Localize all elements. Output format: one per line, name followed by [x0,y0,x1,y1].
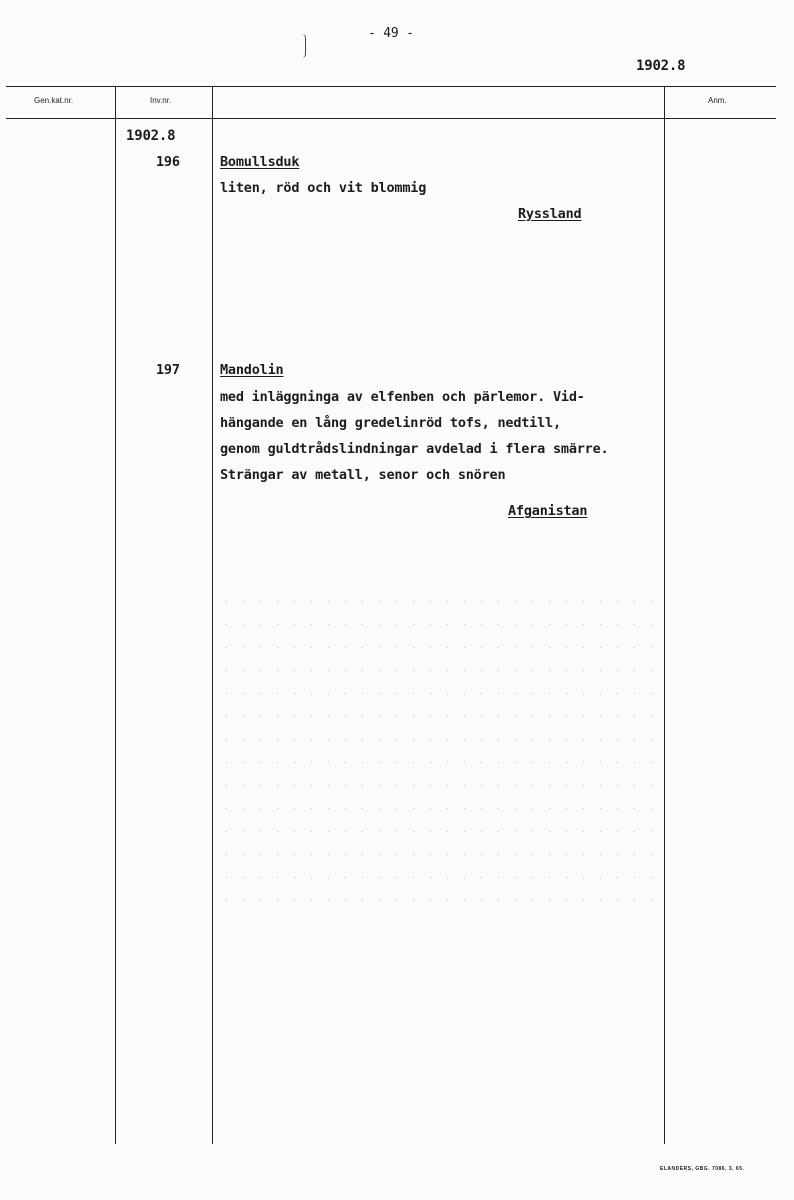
column-header-inv: Inv.nr. [150,96,172,105]
page-number: - 49 - [368,26,414,41]
entry-title: Bomullsduk [220,154,300,170]
date-code-top: 1902.8 [636,58,686,74]
entry-title: Mandolin [220,362,284,378]
scan-artifact-dots [218,590,658,910]
stray-mark [302,34,306,58]
footer-imprint: ELANDERS, GBG. 7086, 3. 65. [660,1166,745,1172]
column-divider-1 [115,86,116,1144]
column-header-gen-kat: Gen.kat.nr. [34,96,74,105]
column-divider-2 [212,86,213,1144]
entry-inv-nr: 197 [156,362,180,378]
entry-origin: Afganistan [508,503,588,519]
column-divider-3 [664,86,665,1144]
entry-description-line: liten, röd och vit blommig [220,180,427,196]
entry-description-line: hängande en lång gredelinröd tofs, nedtill, [220,415,561,431]
entry-inv-nr: 196 [156,154,180,170]
entry-description-line: Strängar av metall, senor och snören [220,467,506,483]
entry-origin: Ryssland [518,206,582,222]
header-top-rule [6,86,776,87]
entry-description-line: genom guldtrådslindningar avdelad i flera smärre. [220,441,609,457]
entry-description-line: med inläggninga av elfenben och pärlemor. Vid- [220,389,585,405]
header-bottom-rule [6,118,776,119]
column-header-anm: Anm. [708,96,727,105]
entries-date-code: 1902.8 [126,128,176,144]
